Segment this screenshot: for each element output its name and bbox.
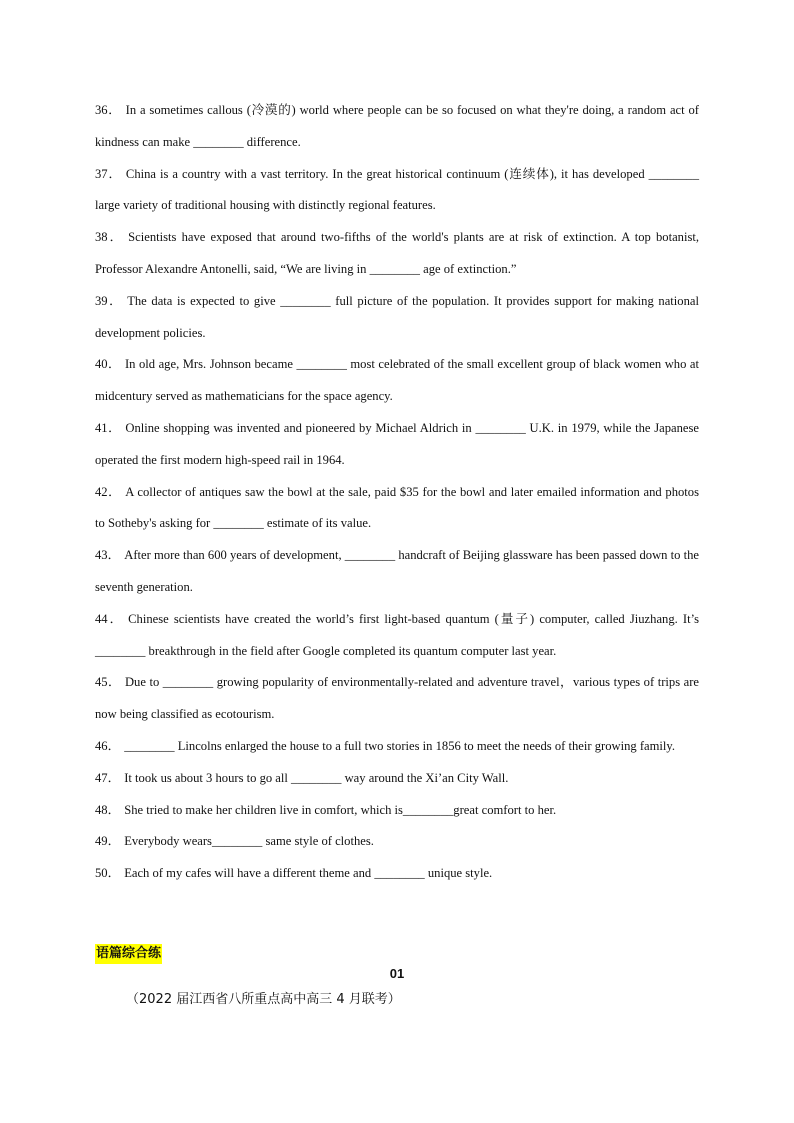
question-39 — [95, 286, 699, 350]
question-number: 41． — [95, 420, 122, 435]
question-45 — [95, 667, 699, 731]
question-text: The data is expected to give ________ full picture of the population. It provides support for making national development policies. — [95, 293, 699, 340]
question-number: 50． — [95, 866, 121, 881]
question-40 — [95, 349, 699, 413]
section-heading: 语篇综合练 — [95, 944, 162, 964]
question-text: After more than 600 years of development, ________ handcraft of Beijing glassware has been passed down to the seventh generation. — [95, 548, 699, 594]
question-text: Scientists have exposed that around two-fifths of the world's plants are at risk of extinction. A top botanist, Professor Alexandre Antonelli, said, “We are living in ________ age of extinction.” — [95, 230, 700, 276]
question-text: She tried to make her children live in comfort, which is________great comfort to her. — [124, 802, 557, 817]
question-50 — [95, 858, 699, 890]
question-46 — [95, 731, 699, 763]
question-44 — [95, 604, 699, 668]
question-number: 49． — [95, 834, 121, 849]
question-42 — [95, 477, 699, 541]
question-text: In a sometimes callous (冷漠的) world where people can be so focused on what they're doing, a random act of kindness can make ________ difference. — [95, 103, 699, 149]
question-number: 36． — [95, 103, 122, 117]
question-text: ________ Lincolns enlarged the house to a full two stories in 1856 to meet the needs of their growing family. — [124, 738, 676, 753]
question-number: 37． — [95, 166, 122, 181]
question-number: 46． — [95, 738, 121, 753]
question-text: Chinese scientists have created the world’s first light-based quantum (量子) computer, called Jiuzhang. It’s ________ breakthrough in the field after Google completed its quantum computer last year. — [95, 611, 699, 658]
passage-number: 01 — [389, 966, 405, 981]
question-text: Due to ________ growing popularity of environmentally-related and adventure travel，various types of trips are now being classified as ecotourism. — [95, 675, 699, 722]
question-text: In old age, Mrs. Johnson became ________ most celebrated of the small excellent group of black women who at midcentury served as mathematicians for the space agency. — [95, 357, 699, 404]
question-number: 40． — [95, 357, 121, 372]
question-number: 45． — [95, 675, 121, 690]
question-number: 48． — [95, 802, 121, 817]
question-text: Everybody wears________ same style of clothes. — [124, 834, 374, 849]
question-number: 44． — [95, 611, 125, 626]
question-text: Online shopping was invented and pioneered by Michael Aldrich in ________ U.K. in 1979, while the Japanese operated the first modern high-speed rail in 1964. — [95, 420, 700, 467]
question-text: China is a country with a vast territory. In the great historical continuum (连续体), it has developed ________ large variety of traditional housing with distinctly regional features. — [95, 166, 699, 213]
question-number: 47． — [95, 770, 121, 785]
question-38 — [95, 222, 699, 286]
question-49 — [95, 826, 699, 858]
question-number: 43． — [95, 548, 121, 563]
question-number: 42． — [95, 484, 122, 499]
question-text: Each of my cafes will have a different theme and ________ unique style. — [124, 866, 493, 881]
passage-source: （2022 届江西省八所重点高中高三 4 月联考） — [126, 992, 401, 1007]
question-text: A collector of antiques saw the bowl at the sale, paid $35 for the bowl and later emailed information and photos to Sotheby's asking for ________ estimate of its value. — [95, 484, 700, 531]
question-36 — [95, 95, 699, 159]
question-text: It took us about 3 hours to go all ________ way around the Xi’an City Wall. — [124, 770, 509, 785]
question-47 — [95, 763, 699, 795]
question-number: 39． — [95, 293, 124, 308]
question-41 — [95, 413, 699, 477]
question-48 — [95, 795, 699, 827]
question-37 — [95, 159, 699, 223]
question-list — [95, 95, 699, 890]
question-43 — [95, 540, 699, 604]
question-number: 38． — [95, 230, 125, 245]
